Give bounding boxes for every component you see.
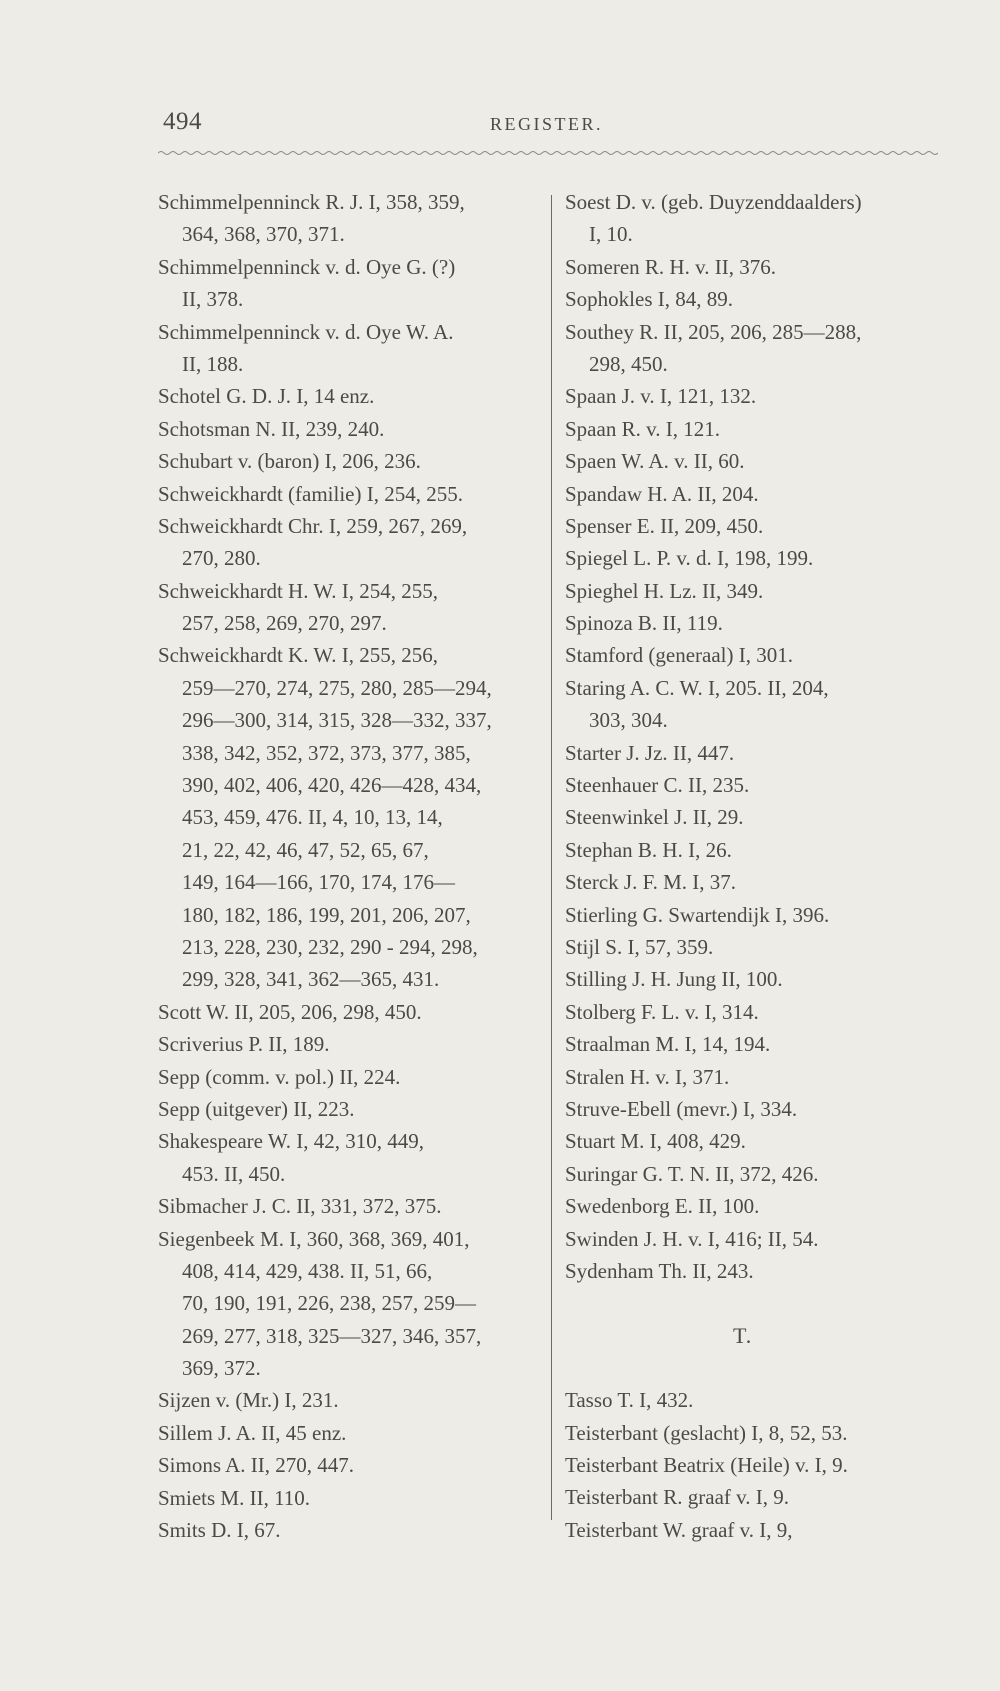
entry-continuation-line: 369, 372.	[182, 1356, 261, 1381]
entry-line: Stijl S. I, 57, 359.	[565, 934, 714, 959]
register-entry	[565, 1481, 950, 1513]
register-entry	[565, 899, 950, 931]
entry-line: Steenwinkel J. II, 29.	[565, 805, 744, 830]
register-entry	[565, 996, 950, 1028]
entry-line: Schimmelpenninck v. d. Oye G. (?)	[158, 254, 456, 279]
entry-line: Schweickhardt Chr. I, 259, 267, 269,	[158, 513, 468, 538]
entry-continuation-line: I, 10.	[589, 222, 633, 247]
entry-continuation-line: 149, 164—166, 170, 174, 176—	[182, 870, 455, 895]
entry-line: Scriverius P. II, 189.	[158, 1032, 330, 1057]
register-entry	[158, 1093, 538, 1125]
entry-continuation-line: 257, 258, 269, 270, 297.	[182, 611, 387, 636]
entry-line: Spaan R. v. I, 121.	[565, 416, 720, 441]
register-entry	[158, 1223, 538, 1385]
entry-continuation-line: 338, 342, 352, 372, 373, 377, 385,	[182, 740, 471, 765]
entry-continuation-line: 453, 459, 476. II, 4, 10, 13, 14,	[182, 805, 443, 830]
register-entry	[158, 575, 538, 640]
register-entry	[158, 1482, 538, 1514]
wavy-header-rule	[158, 150, 938, 156]
register-entry	[158, 316, 538, 381]
register-column-right	[565, 186, 950, 1546]
entry-continuation-line: 180, 182, 186, 199, 201, 206, 207,	[182, 902, 471, 927]
register-entry	[158, 1125, 538, 1190]
register-entry	[565, 1449, 950, 1481]
entry-line: Schweickhardt H. W. I, 254, 255,	[158, 578, 438, 603]
entry-continuation-line: 21, 22, 42, 46, 47, 52, 65, 67,	[182, 837, 429, 862]
register-entry	[565, 413, 950, 445]
entry-line: Sijzen v. (Mr.) I, 231.	[158, 1388, 339, 1413]
entry-continuation-line: 298, 450.	[589, 351, 668, 376]
entry-line: Starter J. Jz. II, 447.	[565, 740, 735, 765]
register-entry	[565, 1514, 950, 1546]
register-entry	[158, 996, 538, 1028]
entry-line: Teisterbant Beatrix (Heile) v. I, 9.	[565, 1453, 848, 1478]
entry-line: Schimmelpenninck R. J. I, 358, 359,	[158, 190, 465, 214]
register-entry	[565, 1190, 950, 1222]
entry-line: Schotel G. D. J. I, 14 enz.	[158, 384, 375, 409]
entry-continuation-line: 408, 414, 429, 438. II, 51, 66,	[182, 1258, 433, 1283]
register-column-left	[158, 186, 538, 1546]
register-entry	[158, 413, 538, 445]
entry-line: Swedenborg E. II, 100.	[565, 1194, 760, 1219]
register-entry	[158, 1417, 538, 1449]
register-entry	[158, 1384, 538, 1416]
entry-line: Shakespeare W. I, 42, 310, 449,	[158, 1129, 424, 1154]
register-entry	[565, 1061, 950, 1093]
entry-continuation-line: II, 188.	[182, 351, 244, 376]
register-entry	[565, 639, 950, 671]
entry-line: Sydenham Th. II, 243.	[565, 1258, 754, 1283]
register-entry	[565, 380, 950, 412]
entry-line: Spinoza B. II, 119.	[565, 611, 723, 636]
entry-line: Someren R. H. v. II, 376.	[565, 254, 776, 279]
register-entry	[565, 542, 950, 574]
entry-line: Schubart v. (baron) I, 206, 236.	[158, 449, 421, 474]
register-entry	[565, 801, 950, 833]
register-entry	[565, 866, 950, 898]
entry-line: Spaan J. v. I, 121, 132.	[565, 384, 757, 409]
entry-line: Spiegel L. P. v. d. I, 198, 199.	[565, 546, 814, 571]
register-entry	[565, 931, 950, 963]
register-entry	[565, 1384, 950, 1416]
entry-continuation-line: 364, 368, 370, 371.	[182, 222, 345, 247]
entry-line: Scott W. II, 205, 206, 298, 450.	[158, 999, 422, 1024]
entry-line: Spieghel H. Lz. II, 349.	[565, 578, 764, 603]
entry-continuation-line: II, 378.	[182, 287, 244, 312]
entry-line: Smiets M. II, 110.	[158, 1485, 311, 1510]
page-number: 494	[163, 108, 202, 135]
entry-line: Sepp (comm. v. pol.) II, 224.	[158, 1064, 401, 1089]
entry-line: Suringar G. T. N. II, 372, 426.	[565, 1161, 819, 1186]
register-entry	[565, 575, 950, 607]
entry-line: Sterck J. F. M. I, 37.	[565, 870, 736, 895]
register-entry	[565, 510, 950, 542]
register-entry	[565, 963, 950, 995]
entry-line: Soest D. v. (geb. Duyzenddaalders)	[565, 190, 862, 214]
entry-continuation-line: 70, 190, 191, 226, 238, 257, 259—	[182, 1291, 476, 1316]
entry-line: Struve-Ebell (mevr.) I, 334.	[565, 1096, 798, 1121]
entry-line: Tasso T. I, 432.	[565, 1388, 694, 1413]
entry-line: Spandaw H. A. II, 204.	[565, 481, 759, 506]
entry-continuation-line: 303, 304.	[589, 708, 668, 733]
register-entry	[158, 510, 538, 575]
entry-line: Schimmelpenninck v. d. Oye W. A.	[158, 319, 454, 344]
entry-line: Stolberg F. L. v. I, 314.	[565, 999, 759, 1024]
entry-continuation-line: 269, 277, 318, 325—327, 346, 357,	[182, 1323, 482, 1348]
section-letter: T.	[733, 1323, 753, 1349]
entry-line: Stephan B. H. I, 26.	[565, 837, 732, 862]
register-entry	[565, 769, 950, 801]
register-entry	[565, 672, 950, 737]
register-entry	[158, 445, 538, 477]
entry-line: Teisterbant (geslacht) I, 8, 52, 53.	[565, 1420, 848, 1445]
register-entry	[565, 1093, 950, 1125]
register-entry	[565, 445, 950, 477]
entry-line: Siegenbeek M. I, 360, 368, 369, 401,	[158, 1226, 470, 1251]
entry-continuation-line: 270, 280.	[182, 546, 261, 571]
entry-line: Sibmacher J. C. II, 331, 372, 375.	[158, 1194, 442, 1219]
entry-line: Stilling J. H. Jung II, 100.	[565, 967, 783, 992]
register-entry	[565, 186, 950, 251]
entry-line: Schweickhardt (familie) I, 254, 255.	[158, 481, 463, 506]
entry-line: Teisterbant R. graaf v. I, 9.	[565, 1485, 790, 1510]
register-entry	[158, 1028, 538, 1060]
entry-line: Sophokles I, 84, 89.	[565, 287, 733, 312]
register-entry	[158, 186, 538, 251]
register-entry	[158, 1061, 538, 1093]
entry-line: Steenhauer C. II, 235.	[565, 773, 750, 798]
entry-line: Stralen H. v. I, 371.	[565, 1064, 730, 1089]
register-entry	[565, 607, 950, 639]
register-entry	[158, 478, 538, 510]
entry-line: Schotsman N. II, 239, 240.	[158, 416, 385, 441]
register-entry	[565, 1255, 950, 1287]
register-entry	[565, 1417, 950, 1449]
register-entry	[565, 1125, 950, 1157]
entry-continuation-line: 213, 228, 230, 232, 290 - 294, 298,	[182, 934, 478, 959]
register-entry	[565, 737, 950, 769]
entry-line: Stuart M. I, 408, 429.	[565, 1129, 746, 1154]
register-entry	[158, 1190, 538, 1222]
entry-line: Simons A. II, 270, 447.	[158, 1453, 355, 1478]
entry-continuation-line: 299, 328, 341, 362—365, 431.	[182, 967, 440, 992]
register-entry	[158, 639, 538, 995]
entry-continuation-line: 390, 402, 406, 420, 426—428, 434,	[182, 773, 482, 798]
entry-line: Staring A. C. W. I, 205. II, 204,	[565, 675, 829, 700]
entry-line: Spenser E. II, 209, 450.	[565, 513, 764, 538]
register-entry	[565, 478, 950, 510]
entry-line: Sepp (uitgever) II, 223.	[158, 1096, 355, 1121]
register-entry	[158, 1514, 538, 1546]
running-head: REGISTER.	[490, 114, 604, 134]
column-divider	[551, 195, 552, 1520]
entry-line: Stierling G. Swartendijk I, 396.	[565, 902, 830, 927]
register-entry	[565, 1028, 950, 1060]
entry-line: Teisterbant W. graaf v. I, 9,	[565, 1517, 793, 1542]
register-entry	[565, 1158, 950, 1190]
register-entry	[565, 834, 950, 866]
entry-line: Sillem J. A. II, 45 enz.	[158, 1420, 347, 1445]
register-entry	[565, 251, 950, 283]
entry-line: Southey R. II, 205, 206, 285—288,	[565, 319, 862, 344]
register-entry	[158, 1449, 538, 1481]
entry-continuation-line: 259—270, 274, 275, 280, 285—294,	[182, 675, 492, 700]
entry-line: Smits D. I, 67.	[158, 1518, 281, 1543]
register-entry	[565, 316, 950, 381]
entry-line: Stamford (generaal) I, 301.	[565, 643, 793, 668]
register-entry	[565, 283, 950, 315]
entry-line: Spaen W. A. v. II, 60.	[565, 449, 745, 474]
entry-continuation-line: 453. II, 450.	[182, 1161, 286, 1186]
entry-line: Schweickhardt K. W. I, 255, 256,	[158, 643, 438, 668]
register-entry	[158, 251, 538, 316]
register-entry	[158, 380, 538, 412]
entry-continuation-line: 296—300, 314, 315, 328—332, 337,	[182, 708, 492, 733]
entry-line: Straalman M. I, 14, 194.	[565, 1032, 771, 1057]
entry-line: Swinden J. H. v. I, 416; II, 54.	[565, 1226, 819, 1251]
register-entry	[565, 1223, 950, 1255]
